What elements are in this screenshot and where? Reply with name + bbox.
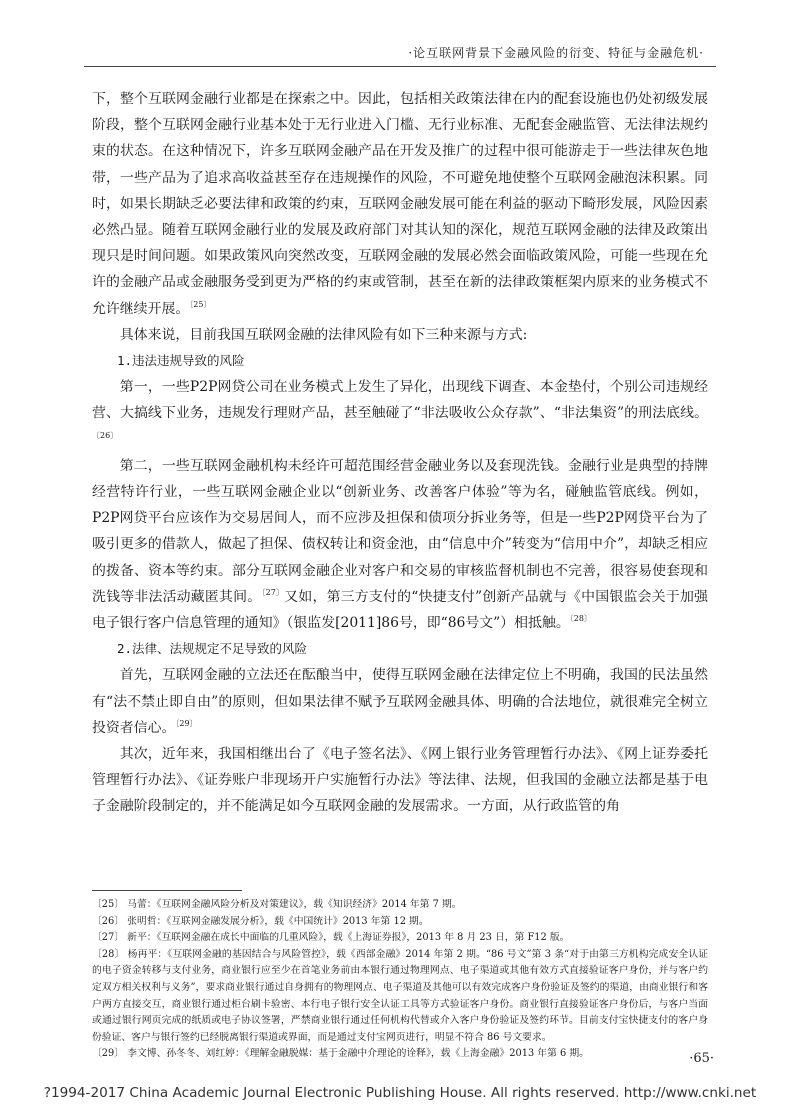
footnote-rule	[92, 890, 242, 891]
paragraph: 第二，一些互联网金融机构未经许可超范围经营金融业务以及套现洗钱。金融行业是典型的持牌经营特许行业，一些互联网金融企业以“创新业务、改善客户体验”等为名，碰触监管底线。例如，P2P网贷平台应该作为交易居间人，而不应涉及担保和债项分拆业务等，但是一些P2P网贷平台为了吸引更多的借款人，做起了担保、债权转让和资金池，由“信息中介”转变为“信用中介”，却缺乏相应的拨备、资本等约束。部分互联网金融企业对客户和交易的审核监督机制也不完善，很容易使套现和洗钱等非法活动藏匿其间。$^{〔27〕}$又如，第三方支付的“快捷支付”创新产品就与《中国银监会关于加强电子银行客户信息管理的通知》（银监发[2011]86号，即“86号文”）相抵触。$^{〔28〕}$	[92, 457, 708, 632]
footnote: 〔25〕 马蕾：《互联网金融风险分析及对策建议》，载《知识经济》2014 年第 7 期。	[92, 899, 462, 910]
paragraph: 下，整个互联网金融行业都是在探索之中。因此，包括相关政策法律在内的配套设施也仍处初级发展阶段，整个互联网金融行业基本处于无行业进入门槛、无行业标准、无配套金融监管、无法律法规约束的状态。在这种情况下，许多互联网金融产品在开发及推广的过程中很可能游走于一些法律灰色地带，一些产品为了追求高收益甚至存在违规操作的风险，不可避免地使整个互联网金融泡沫积累。同时，如果长期缺乏必要法律和政策的约束，互联网金融发展可能在利益的驱动下畸形发展，风险因素必然凸显。随着互联网金融行业的发展及政府部门对其认知的深化，规范互联网金融的法律及政策出现只是时间问题。如果政策风向突然改变，互联网金融的发展必然会面临政策风险，可能一些现在允许的金融产品或金融服务受到更为严格的约束或管制，甚至在新的法律政策框架内原来的业务模式不允许继续开展。$^{〔25〕}$	[92, 91, 708, 317]
paragraph: 第一，一些P2P网贷公司在业务模式上发生了异化，出现线下调查、本金垫付，个别公司违规经营、大搞线下业务，违规发行理财产品，甚至触碰了“非法吸收公众存款”、“非法集资”的刑法底线。$^{〔26〕}$	[92, 379, 708, 440]
running-header: ·论互联网背景下金融风险的衍变、特征与金融危机·	[408, 46, 704, 60]
footnote: 〔26〕 张明哲：《互联网金融发展分析》，载《中国统计》2013 年第 12 期。	[92, 915, 429, 927]
footnote: 〔29〕 李文博、孙冬冬、刘红婷：《理解金融脱媒：基于金融中介理论的诠释》，载《上海金融》2013 年第 6 期。	[92, 1048, 589, 1060]
paragraph: 具体来说，目前我国互联网金融的法律风险有如下三种来源与方式:	[119, 326, 528, 343]
footnote: 〔27〕 新平：《互联网金融在成长中面临的几重风险》，载《上海证券报》，2013 年 8 月 23 日，第 F12 版。	[92, 932, 570, 944]
footnote-ref: 〔27〕	[261, 587, 285, 597]
page-number: ·65·	[689, 1051, 714, 1066]
footnote-ref: 〔26〕	[92, 430, 119, 440]
footnotes	[92, 897, 708, 1063]
footnote: 〔28〕 杨再平：《互联网金融的基因结合与风险管控》，载《西部金融》2014 年第 2 期。“86 号文”第 3 条“对于由第三方机构完成安全认证的电子资金转移与支付业务，商业银行应至少在首笔业务前由本银行通过物理网点、电子渠道或其他有效方式直接验证客户身份，并与客户约定双方相关权利与义务”，要求商业银行通过自身拥有的物理网点、电子渠道及其他可以有效完成客户身份验证及签约的渠道，由商业银行和客户两方直接交互，商业银行通过柜台刷卡验密、本行电子银行安全认证工具等方式验证客户身份。商业银行直接验证客户身份后，与客户当面或通过银行网页完成的纸质或电子协议签署，严禁商业银行通过任何机构代替或介入客户身份验证及签约环节。目前支付宝快捷支付的客户身份验证、客户与银行签约已经脱离银行渠道或界面，而是通过支付宝网页进行，明显不符合 86 号文要求。	[92, 948, 708, 1043]
body-text	[92, 86, 708, 820]
subheading: 1.违法违规导致的风险	[117, 353, 245, 369]
header-rule	[84, 66, 716, 67]
paragraph: 其次，近年来，我国相继出台了《电子签名法》、《网上银行业务管理暂行办法》、《网上证券委托管理暂行办法》、《证券账户非现场开户实施暂行办法》等法律、法规，但我国的金融立法都是基于电子金融阶段制定的，并不能满足如今互联网金融的发展需求。一方面，从行政监管的角	[92, 746, 708, 815]
footnote-ref: 〔29〕	[175, 718, 198, 728]
copyright-line: ?1994-2017 China Academic Journal Electronic Publishing House. All rights reserved. http://www.cnki.net	[43, 1085, 757, 1101]
subheading: 2.法律、法规规定不足导致的风险	[117, 641, 308, 657]
footnote-ref: 〔28〕	[569, 614, 592, 624]
footnote-ref: 〔25〕	[189, 299, 212, 309]
paragraph: 首先，互联网金融的立法还在酝酿当中，使得互联网金融在法律定位上不明确，我国的民法虽然有“法不禁止即自由”的原则，但如果法律不赋予互联网金融具体、明确的合法地位，就很难完全树立投资者信心。$^{〔29〕}$	[92, 667, 708, 736]
